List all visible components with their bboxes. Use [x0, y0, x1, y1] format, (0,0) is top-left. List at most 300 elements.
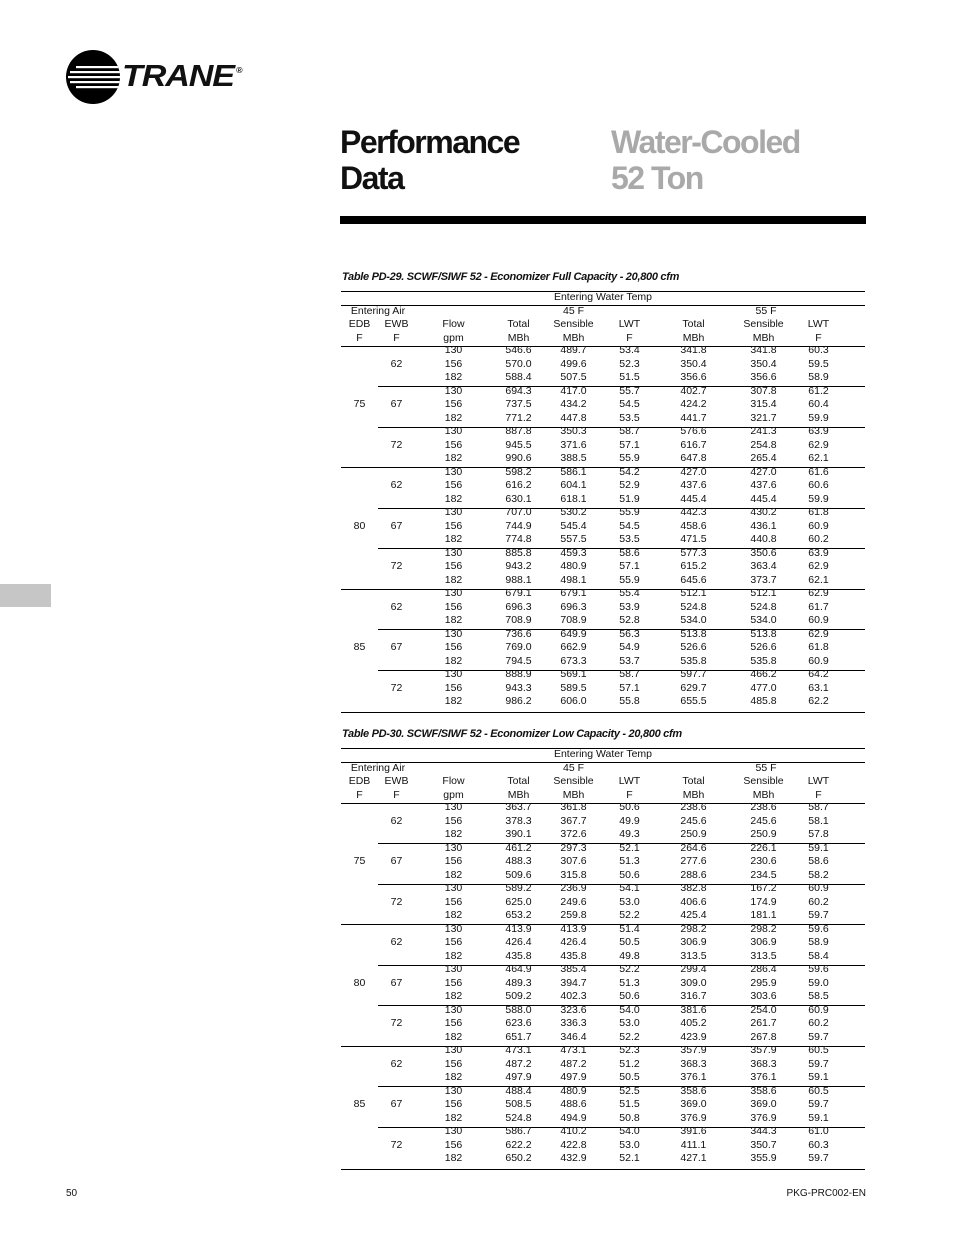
table-cell: 410.2 — [560, 1125, 587, 1137]
table-cell: 466.2 — [750, 668, 777, 680]
table-cell: 545.4 — [560, 519, 587, 532]
table-cell: 707.0 — [505, 506, 532, 518]
table-cell: 54.5 — [619, 519, 640, 532]
entering-water-temp-header: Entering Water Temp — [553, 748, 653, 760]
table-cell: 321.7 — [750, 411, 777, 424]
table-cell: 358.6 — [750, 1084, 777, 1097]
table-cell: 497.9 — [505, 1071, 532, 1083]
edb-value: 85 — [353, 641, 366, 653]
table-cell: 298.2 — [680, 922, 707, 935]
table-cell: 589.5 — [560, 681, 587, 694]
table-cell: 53.0 — [619, 1138, 640, 1151]
column-header: Sensible — [743, 775, 784, 787]
column-unit: MBh — [507, 788, 530, 801]
column-unit: gpm — [443, 331, 464, 344]
table-cell: 264.6 — [680, 841, 707, 854]
table-cell: 480.9 — [560, 1084, 587, 1097]
table-cell: 461.2 — [505, 841, 532, 854]
performance-table-low-capacity — [341, 748, 865, 1171]
table-cell: 182 — [444, 909, 463, 921]
table-cell: 59.7 — [808, 1098, 829, 1110]
ewb-value: 72 — [390, 895, 403, 908]
ewb-value: 72 — [390, 681, 403, 694]
table-cell: 413.9 — [505, 922, 532, 935]
temp-45-header: 45 F — [562, 304, 584, 317]
table-cell: 597.7 — [680, 668, 707, 680]
ewb-value: 62 — [390, 600, 403, 613]
table-cell: 63.9 — [808, 425, 829, 437]
table-cell: 64.2 — [808, 668, 829, 680]
table-cell: 425.4 — [680, 909, 707, 921]
table-cell: 182 — [444, 573, 463, 586]
table-cell: 130 — [444, 801, 463, 813]
table-cell: 513.8 — [680, 627, 707, 640]
table-cell: 629.7 — [680, 681, 707, 694]
table-cell: 368.3 — [750, 1057, 777, 1070]
table-cell: 577.3 — [680, 546, 707, 559]
column-unit: MBh — [562, 331, 585, 344]
table-cell: 156 — [444, 1138, 463, 1151]
table-cell: 355.9 — [750, 1152, 777, 1164]
table-cell: 524.8 — [505, 1111, 532, 1124]
table-cell: 182 — [444, 1152, 463, 1164]
table-cell: 182 — [444, 828, 463, 840]
column-unit: MBh — [562, 788, 585, 801]
table-cell: 58.2 — [808, 868, 829, 881]
column-unit: MBh — [752, 788, 775, 801]
entering-water-temp-header: Entering Water Temp — [553, 291, 653, 303]
table-cell: 57.1 — [619, 560, 640, 572]
table-cell: 344.3 — [750, 1125, 777, 1137]
table-cell: 356.6 — [750, 371, 777, 383]
table-cell: 430.2 — [750, 506, 777, 518]
column-unit: F — [356, 331, 363, 344]
table-cell: 309.0 — [680, 976, 707, 989]
table-cell: 53.4 — [619, 344, 640, 356]
table-cell: 350.4 — [680, 357, 707, 370]
table-cell: 694.3 — [505, 384, 532, 397]
column-unit: MBh — [507, 331, 530, 344]
table-cell: 50.6 — [619, 801, 640, 813]
table-cell: 234.5 — [750, 868, 777, 881]
table-cell: 385.4 — [560, 963, 587, 975]
table-cell: 494.9 — [560, 1111, 587, 1124]
table-cell: 61.6 — [808, 465, 829, 478]
table-cell: 288.6 — [680, 868, 707, 881]
table-cell: 60.4 — [808, 398, 829, 410]
table-cell: 62.9 — [808, 587, 829, 599]
table-cell: 306.9 — [680, 936, 707, 948]
table-cell: 645.6 — [680, 573, 707, 586]
table-cell: 696.3 — [560, 600, 587, 613]
table-cell: 156 — [444, 936, 463, 948]
ewb-value: 62 — [390, 357, 403, 370]
table-cell: 350.3 — [560, 425, 587, 437]
table-cell: 58.7 — [619, 668, 640, 680]
column-header: EWB — [384, 318, 409, 330]
edb-value: 75 — [353, 398, 366, 410]
table-cell: 54.0 — [619, 1125, 640, 1137]
table-cell: 546.6 — [505, 344, 532, 356]
table-cell: 576.6 — [680, 425, 707, 437]
table-cell: 54.1 — [619, 882, 640, 894]
table-cell: 52.5 — [619, 1084, 640, 1097]
table-cell: 156 — [444, 855, 463, 867]
table-cell: 381.6 — [680, 1003, 707, 1016]
table-cell: 50.5 — [619, 1071, 640, 1083]
table-cell: 488.6 — [560, 1098, 587, 1110]
table-cell: 378.3 — [505, 814, 532, 827]
table-cell: 156 — [444, 895, 463, 908]
table-cell: 130 — [444, 425, 463, 437]
table-cell: 424.2 — [680, 398, 707, 410]
table-cell: 394.7 — [560, 976, 587, 989]
table-cell: 156 — [444, 814, 463, 827]
column-header: Total — [682, 318, 705, 330]
table-cell: 62.1 — [808, 573, 829, 586]
table-cell: 60.2 — [808, 533, 829, 545]
table-cell: 363.7 — [505, 801, 532, 813]
table-cell: 51.4 — [619, 922, 640, 935]
table-cell: 744.9 — [505, 519, 532, 532]
registered-mark: ® — [236, 66, 242, 75]
table-cell: 156 — [444, 1017, 463, 1029]
table-cell: 53.0 — [619, 895, 640, 908]
table-cell: 651.7 — [505, 1030, 532, 1043]
table-cell: 130 — [444, 627, 463, 640]
product-title-line1: Water-Cooled — [611, 124, 800, 160]
table-cell: 630.1 — [505, 492, 532, 505]
brand-wordmark — [122, 58, 242, 94]
table-cell: 615.2 — [680, 560, 707, 572]
ewb-value: 72 — [390, 1138, 403, 1151]
table-cell: 427.1 — [680, 1152, 707, 1164]
table-cell: 156 — [444, 519, 463, 532]
section-title-line1: Performance — [340, 124, 520, 160]
side-section-tab — [0, 584, 51, 607]
column-header: Flow — [442, 775, 465, 787]
table-cell: 662.9 — [560, 641, 587, 653]
table-cell: 238.6 — [750, 801, 777, 813]
table-cell: 376.9 — [750, 1111, 777, 1124]
table-cell: 945.5 — [505, 438, 532, 451]
table-cell: 55.9 — [619, 573, 640, 586]
table-cell: 49.9 — [619, 814, 640, 827]
table-cell: 53.9 — [619, 600, 640, 613]
table-cell: 350.4 — [750, 357, 777, 370]
entering-air-header: Entering Air — [350, 761, 406, 774]
table-cell: 61.8 — [808, 506, 829, 518]
table-cell: 57.8 — [808, 828, 829, 840]
table-cell: 182 — [444, 411, 463, 424]
table-cell: 606.0 — [560, 695, 587, 707]
table-cell: 570.0 — [505, 357, 532, 370]
table-cell: 53.0 — [619, 1017, 640, 1029]
column-unit: MBh — [682, 788, 705, 801]
table-cell: 54.2 — [619, 465, 640, 478]
table-cell: 369.0 — [680, 1098, 707, 1110]
column-header: EDB — [348, 775, 371, 787]
table-cell: 650.2 — [505, 1152, 532, 1164]
table-cell: 372.6 — [560, 828, 587, 840]
table-cell: 52.1 — [619, 841, 640, 854]
table-cell: 59.1 — [808, 1111, 829, 1124]
table-cell: 434.2 — [560, 398, 587, 410]
table-caption: Table PD-30. SCWF/SIWF 52 - Economizer Low Capacity - 20,800 cfm — [342, 728, 682, 740]
table-cell: 440.8 — [750, 533, 777, 545]
table-cell: 174.9 — [750, 895, 777, 908]
table-cell: 60.9 — [808, 1003, 829, 1016]
table-cell: 376.1 — [750, 1071, 777, 1083]
table-cell: 53.5 — [619, 411, 640, 424]
column-header: Flow — [442, 318, 465, 330]
table-cell: 306.9 — [750, 936, 777, 948]
table-cell: 367.7 — [560, 814, 587, 827]
column-header: EDB — [348, 318, 371, 330]
temp-45-header: 45 F — [562, 761, 584, 774]
table-cell: 437.6 — [680, 479, 707, 491]
table-cell: 156 — [444, 479, 463, 491]
table-cell: 411.1 — [680, 1138, 707, 1151]
table-cell: 254.0 — [750, 1003, 777, 1016]
table-cell: 618.1 — [560, 492, 587, 505]
table-cell: 254.8 — [750, 438, 777, 451]
table-cell: 182 — [444, 1030, 463, 1043]
column-unit: F — [626, 331, 633, 344]
table-cell: 58.4 — [808, 949, 829, 962]
table-cell: 598.2 — [505, 465, 532, 478]
table-cell: 156 — [444, 357, 463, 370]
table-cell: 58.7 — [808, 801, 829, 813]
table-cell: 489.3 — [505, 976, 532, 989]
column-header: Total — [507, 775, 530, 787]
table-cell: 62.1 — [808, 452, 829, 464]
table-cell: 182 — [444, 614, 463, 626]
table-cell: 61.8 — [808, 641, 829, 653]
table-cell: 60.6 — [808, 479, 829, 491]
table-cell: 487.2 — [505, 1057, 532, 1070]
column-unit: gpm — [443, 788, 464, 801]
table-cell: 988.1 — [505, 573, 532, 586]
table-cell: 512.1 — [680, 587, 707, 599]
table-cell: 60.9 — [808, 882, 829, 894]
table-cell: 586.1 — [560, 465, 587, 478]
table-cell: 54.0 — [619, 1003, 640, 1016]
table-cell: 62.9 — [808, 438, 829, 451]
table-cell: 588.0 — [505, 1003, 532, 1016]
table-cell: 55.9 — [619, 506, 640, 518]
table-cell: 52.8 — [619, 614, 640, 626]
table-cell: 604.1 — [560, 479, 587, 491]
table-cell: 459.3 — [560, 546, 587, 559]
ewb-value: 62 — [390, 814, 403, 827]
column-unit: F — [356, 788, 363, 801]
table-cell: 167.2 — [750, 882, 777, 894]
table-cell: 427.0 — [680, 465, 707, 478]
table-cell: 426.4 — [560, 936, 587, 948]
table-cell: 943.3 — [505, 681, 532, 694]
table-cell: 557.5 — [560, 533, 587, 545]
table-cell: 61.2 — [808, 384, 829, 397]
table-cell: 60.2 — [808, 1017, 829, 1029]
table-cell: 737.5 — [505, 398, 532, 410]
table-cell: 277.6 — [680, 855, 707, 867]
table-cell: 53.5 — [619, 533, 640, 545]
table-cell: 526.6 — [750, 641, 777, 653]
table-cell: 589.2 — [505, 882, 532, 894]
table-cell: 986.2 — [505, 695, 532, 707]
table-cell: 58.9 — [808, 371, 829, 383]
table-cell: 402.3 — [560, 990, 587, 1002]
table-cell: 447.8 — [560, 411, 587, 424]
table-cell: 435.8 — [560, 949, 587, 962]
table-cell: 59.7 — [808, 909, 829, 921]
table-cell: 130 — [444, 465, 463, 478]
column-unit: F — [815, 788, 822, 801]
table-cell: 535.8 — [750, 654, 777, 667]
table-cell: 371.6 — [560, 438, 587, 451]
column-header: LWT — [618, 775, 641, 787]
column-unit: F — [393, 788, 400, 801]
entering-air-header: Entering Air — [350, 304, 406, 317]
table-cell: 182 — [444, 452, 463, 464]
table-cell: 238.6 — [680, 801, 707, 813]
table-cell: 708.9 — [505, 614, 532, 626]
table-cell: 769.0 — [505, 641, 532, 653]
table-cell: 51.2 — [619, 1057, 640, 1070]
table-cell: 885.8 — [505, 546, 532, 559]
table-cell: 130 — [444, 344, 463, 356]
table-cell: 156 — [444, 681, 463, 694]
ewb-value: 62 — [390, 479, 403, 491]
edb-value: 80 — [353, 976, 366, 989]
table-cell: 477.0 — [750, 681, 777, 694]
table-cell: 182 — [444, 533, 463, 545]
table-cell: 130 — [444, 1084, 463, 1097]
table-cell: 59.7 — [808, 1030, 829, 1043]
ewb-value: 72 — [390, 1017, 403, 1029]
ewb-value: 67 — [390, 1098, 403, 1110]
table-cell: 59.6 — [808, 922, 829, 935]
ewb-value: 62 — [390, 1057, 403, 1070]
table-cell: 653.2 — [505, 909, 532, 921]
table-cell: 54.5 — [619, 398, 640, 410]
temp-55-header: 55 F — [755, 304, 777, 317]
page-number: 50 — [66, 1188, 78, 1199]
table-cell: 58.7 — [619, 425, 640, 437]
table-cell: 346.4 — [560, 1030, 587, 1043]
table-rule — [341, 1169, 865, 1170]
table-cell: 464.9 — [505, 963, 532, 975]
table-cell: 182 — [444, 949, 463, 962]
table-cell: 436.1 — [750, 519, 777, 532]
table-cell: 51.5 — [619, 371, 640, 383]
table-cell: 52.3 — [619, 357, 640, 370]
table-cell: 586.7 — [505, 1125, 532, 1137]
table-cell: 52.2 — [619, 963, 640, 975]
table-cell: 182 — [444, 868, 463, 881]
table-cell: 315.4 — [750, 398, 777, 410]
ewb-value: 72 — [390, 560, 403, 572]
edb-value: 85 — [353, 1098, 366, 1110]
table-cell: 51.5 — [619, 1098, 640, 1110]
table-cell: 130 — [444, 882, 463, 894]
header-rule — [340, 216, 866, 224]
table-cell: 534.0 — [680, 614, 707, 626]
table-cell: 356.6 — [680, 371, 707, 383]
table-cell: 55.7 — [619, 384, 640, 397]
section-title-line2: Data — [340, 160, 404, 196]
table-cell: 51.3 — [619, 855, 640, 867]
table-cell: 534.0 — [750, 614, 777, 626]
table-cell: 417.0 — [560, 384, 587, 397]
table-cell: 376.1 — [680, 1071, 707, 1083]
table-cell: 406.6 — [680, 895, 707, 908]
table-cell: 53.7 — [619, 654, 640, 667]
table-cell: 647.8 — [680, 452, 707, 464]
table-cell: 49.3 — [619, 828, 640, 840]
column-header: Sensible — [553, 318, 594, 330]
table-cell: 59.1 — [808, 841, 829, 854]
table-cell: 299.4 — [680, 963, 707, 975]
table-cell: 60.9 — [808, 614, 829, 626]
table-cell: 313.5 — [680, 949, 707, 962]
table-cell: 487.2 — [560, 1057, 587, 1070]
table-cell: 58.9 — [808, 936, 829, 948]
table-cell: 60.3 — [808, 1138, 829, 1151]
table-cell: 497.9 — [560, 1071, 587, 1083]
table-cell: 388.5 — [560, 452, 587, 464]
table-cell: 261.7 — [750, 1017, 777, 1029]
table-cell: 230.6 — [750, 855, 777, 867]
table-cell: 588.4 — [505, 371, 532, 383]
table-cell: 55.9 — [619, 452, 640, 464]
table-cell: 130 — [444, 1044, 463, 1056]
table-cell: 358.6 — [680, 1084, 707, 1097]
ewb-value: 67 — [390, 641, 403, 653]
table-cell: 623.6 — [505, 1017, 532, 1029]
table-cell: 59.1 — [808, 1071, 829, 1083]
table-cell: 437.6 — [750, 479, 777, 491]
table-cell: 473.1 — [560, 1044, 587, 1056]
table-cell: 59.7 — [808, 1057, 829, 1070]
table-cell: 182 — [444, 492, 463, 505]
table-cell: 313.5 — [750, 949, 777, 962]
table-cell: 59.7 — [808, 1152, 829, 1164]
table-cell: 445.4 — [750, 492, 777, 505]
table-cell: 480.9 — [560, 560, 587, 572]
table-cell: 156 — [444, 600, 463, 613]
ewb-value: 67 — [390, 855, 403, 867]
table-cell: 341.8 — [680, 344, 707, 356]
table-cell: 524.8 — [680, 600, 707, 613]
table-cell: 441.7 — [680, 411, 707, 424]
trane-logo — [66, 50, 120, 104]
table-cell: 432.9 — [560, 1152, 587, 1164]
table-cell: 350.6 — [750, 546, 777, 559]
table-cell: 182 — [444, 1111, 463, 1124]
table-cell: 60.5 — [808, 1044, 829, 1056]
table-cell: 442.3 — [680, 506, 707, 518]
table-cell: 181.1 — [750, 909, 777, 921]
table-cell: 426.4 — [505, 936, 532, 948]
table-cell: 488.4 — [505, 1084, 532, 1097]
table-cell: 295.9 — [750, 976, 777, 989]
table-cell: 60.9 — [808, 654, 829, 667]
column-header: LWT — [807, 775, 830, 787]
table-cell: 445.4 — [680, 492, 707, 505]
table-cell: 391.6 — [680, 1125, 707, 1137]
